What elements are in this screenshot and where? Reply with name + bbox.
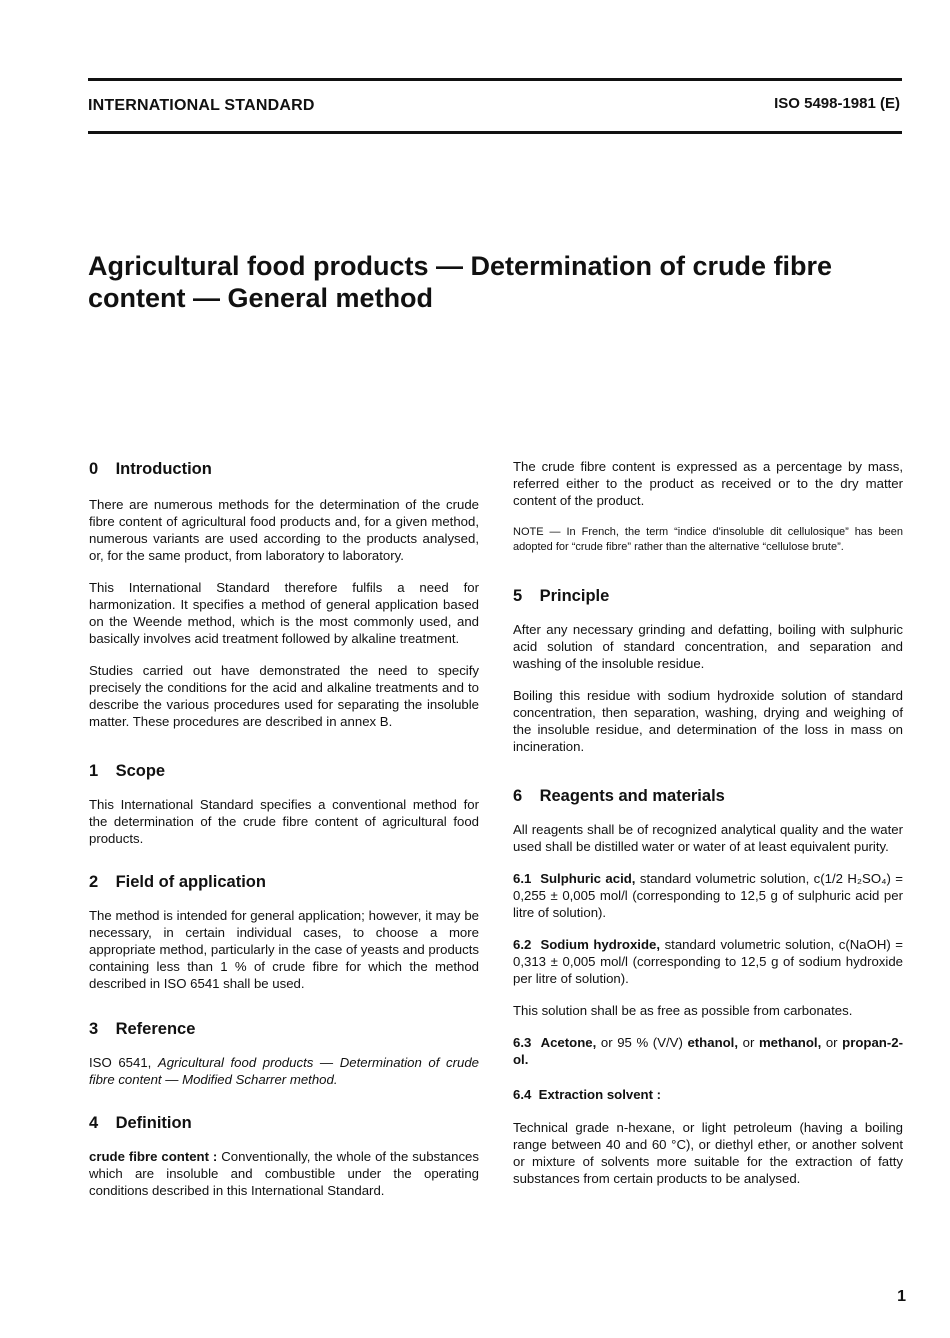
definition-paragraph: crude fibre content : Conventionally, the whole of the substances which are insoluble and combustible under the operating conditions described in this International Standard. xyxy=(89,1149,479,1198)
reagents-paragraph: All reagents shall be of recognized analytical quality and the water used shall be distilled water or water of at least equivalent purity. xyxy=(513,822,903,854)
section-heading-reference: 3 Reference xyxy=(89,1020,196,1038)
principle-paragraph-1: After any necessary grinding and defatting, boiling with sulphuric acid solution of standard concentration, and separation and washing of the insoluble residue. xyxy=(513,622,903,671)
reagent-6-4-paragraph: Technical grade n-hexane, or light petroleum (having a boiling range between 40 and 60 °C), or diethyl ether, or another solvent or mixture of solvents more suitable for the extraction of fatty substances from certain products to be analysed. xyxy=(513,1120,903,1186)
field-paragraph: The method is intended for general application; however, it may be necessary, in certain individual cases, to choose a more appropriate method, particularly in the case of yeasts and products containing less than 1 % of crude fibre for which the method described in ISO 6541 shall be used. xyxy=(89,908,479,991)
definition-term: crude fibre content : xyxy=(89,1149,218,1164)
section-heading-scope: 1 Scope xyxy=(89,762,166,780)
section-heading-principle: 5 Principle xyxy=(513,587,610,605)
scope-paragraph: This International Standard specifies a conventional method for the determination of the crude fibre content of agricultural food products. xyxy=(89,797,479,846)
expression-paragraph: The crude fibre content is expressed as a percentage by mass, referred either to the product as received or to the dry matter content of the product. xyxy=(513,459,903,508)
section-heading-reagents: 6 Reagents and materials xyxy=(513,787,725,805)
reagent-6-4-heading: 6.4 Extraction solvent : xyxy=(513,1087,662,1102)
header-rule-bottom xyxy=(88,131,902,134)
section-heading-definition: 4 Definition xyxy=(89,1114,192,1132)
title-line-2: content — General method xyxy=(88,283,434,313)
title-line-1: Agricultural food products — Determination of crude fibre xyxy=(88,251,833,281)
reagent-6-3: 6.3 Acetone, or 95 % (V/V) ethanol, or methanol, or propan-2-ol. xyxy=(513,1035,903,1067)
section-heading-field-of-application: 2 Field of application xyxy=(89,873,266,891)
french-term-note: NOTE — In French, the term “indice d'insoluble dit cellulosique” has been adopted for “crude fibre” rather than the alternative “cellulose brute”. xyxy=(513,526,903,553)
header-rule-top xyxy=(88,78,902,81)
document-type: INTERNATIONAL STANDARD xyxy=(88,97,315,114)
left-column xyxy=(89,458,479,1199)
intro-paragraph-1: There are numerous methods for the determination of the crude fibre content of agricultural food products and, for a given method, numerous variants are used according to the products analysed, or, for the same product, from laboratory to laboratory. xyxy=(89,497,479,563)
principle-paragraph-2: Boiling this residue with sodium hydroxide solution of standard concentration, then separation, washing, drying and weighing of the insoluble residue, and determination of the loss in mass on incineration. xyxy=(513,688,903,754)
page-number: 1 xyxy=(897,1288,906,1305)
intro-paragraph-3: Studies carried out have demonstrated the need to specify precisely the conditions for the acid and alkaline treatments and to describe the various procedures used for separating the insoluble matter. These procedures are described in annex B. xyxy=(89,663,479,729)
reference-paragraph: ISO 6541, Agricultural food products — Determination of crude fibre content — Modified Scharrer method. xyxy=(89,1055,479,1087)
section-heading-introduction: 0 Introduction xyxy=(89,460,212,478)
intro-paragraph-2: This International Standard therefore fulfils a need for harmonization. It specifies a method of general application based on the Weende method, which is the most commonly used, and basically involves acid treatment followed by alkaline treatment. xyxy=(89,580,479,646)
reagent-6-2-note: This solution shall be as free as possible from carbonates. xyxy=(513,1003,853,1018)
standard-number: ISO 5498-1981 (E) xyxy=(774,95,900,112)
document-title xyxy=(88,250,918,314)
right-column xyxy=(513,458,903,1187)
reagent-6-2: 6.2 Sodium hydroxide, standard volumetric solution, c(NaOH) = 0,313 ± 0,005 mol/l (corresponding to 12,5 g of sodium hydroxide per litre of solution). xyxy=(513,937,904,986)
reagent-6-1: 6.1 Sulphuric acid, standard volumetric solution, c(1/2 H₂SO₄) = 0,255 ± 0,005 mol/l (corresponding to 12,5 g of sulphuric acid per litre of solution). xyxy=(513,871,903,920)
